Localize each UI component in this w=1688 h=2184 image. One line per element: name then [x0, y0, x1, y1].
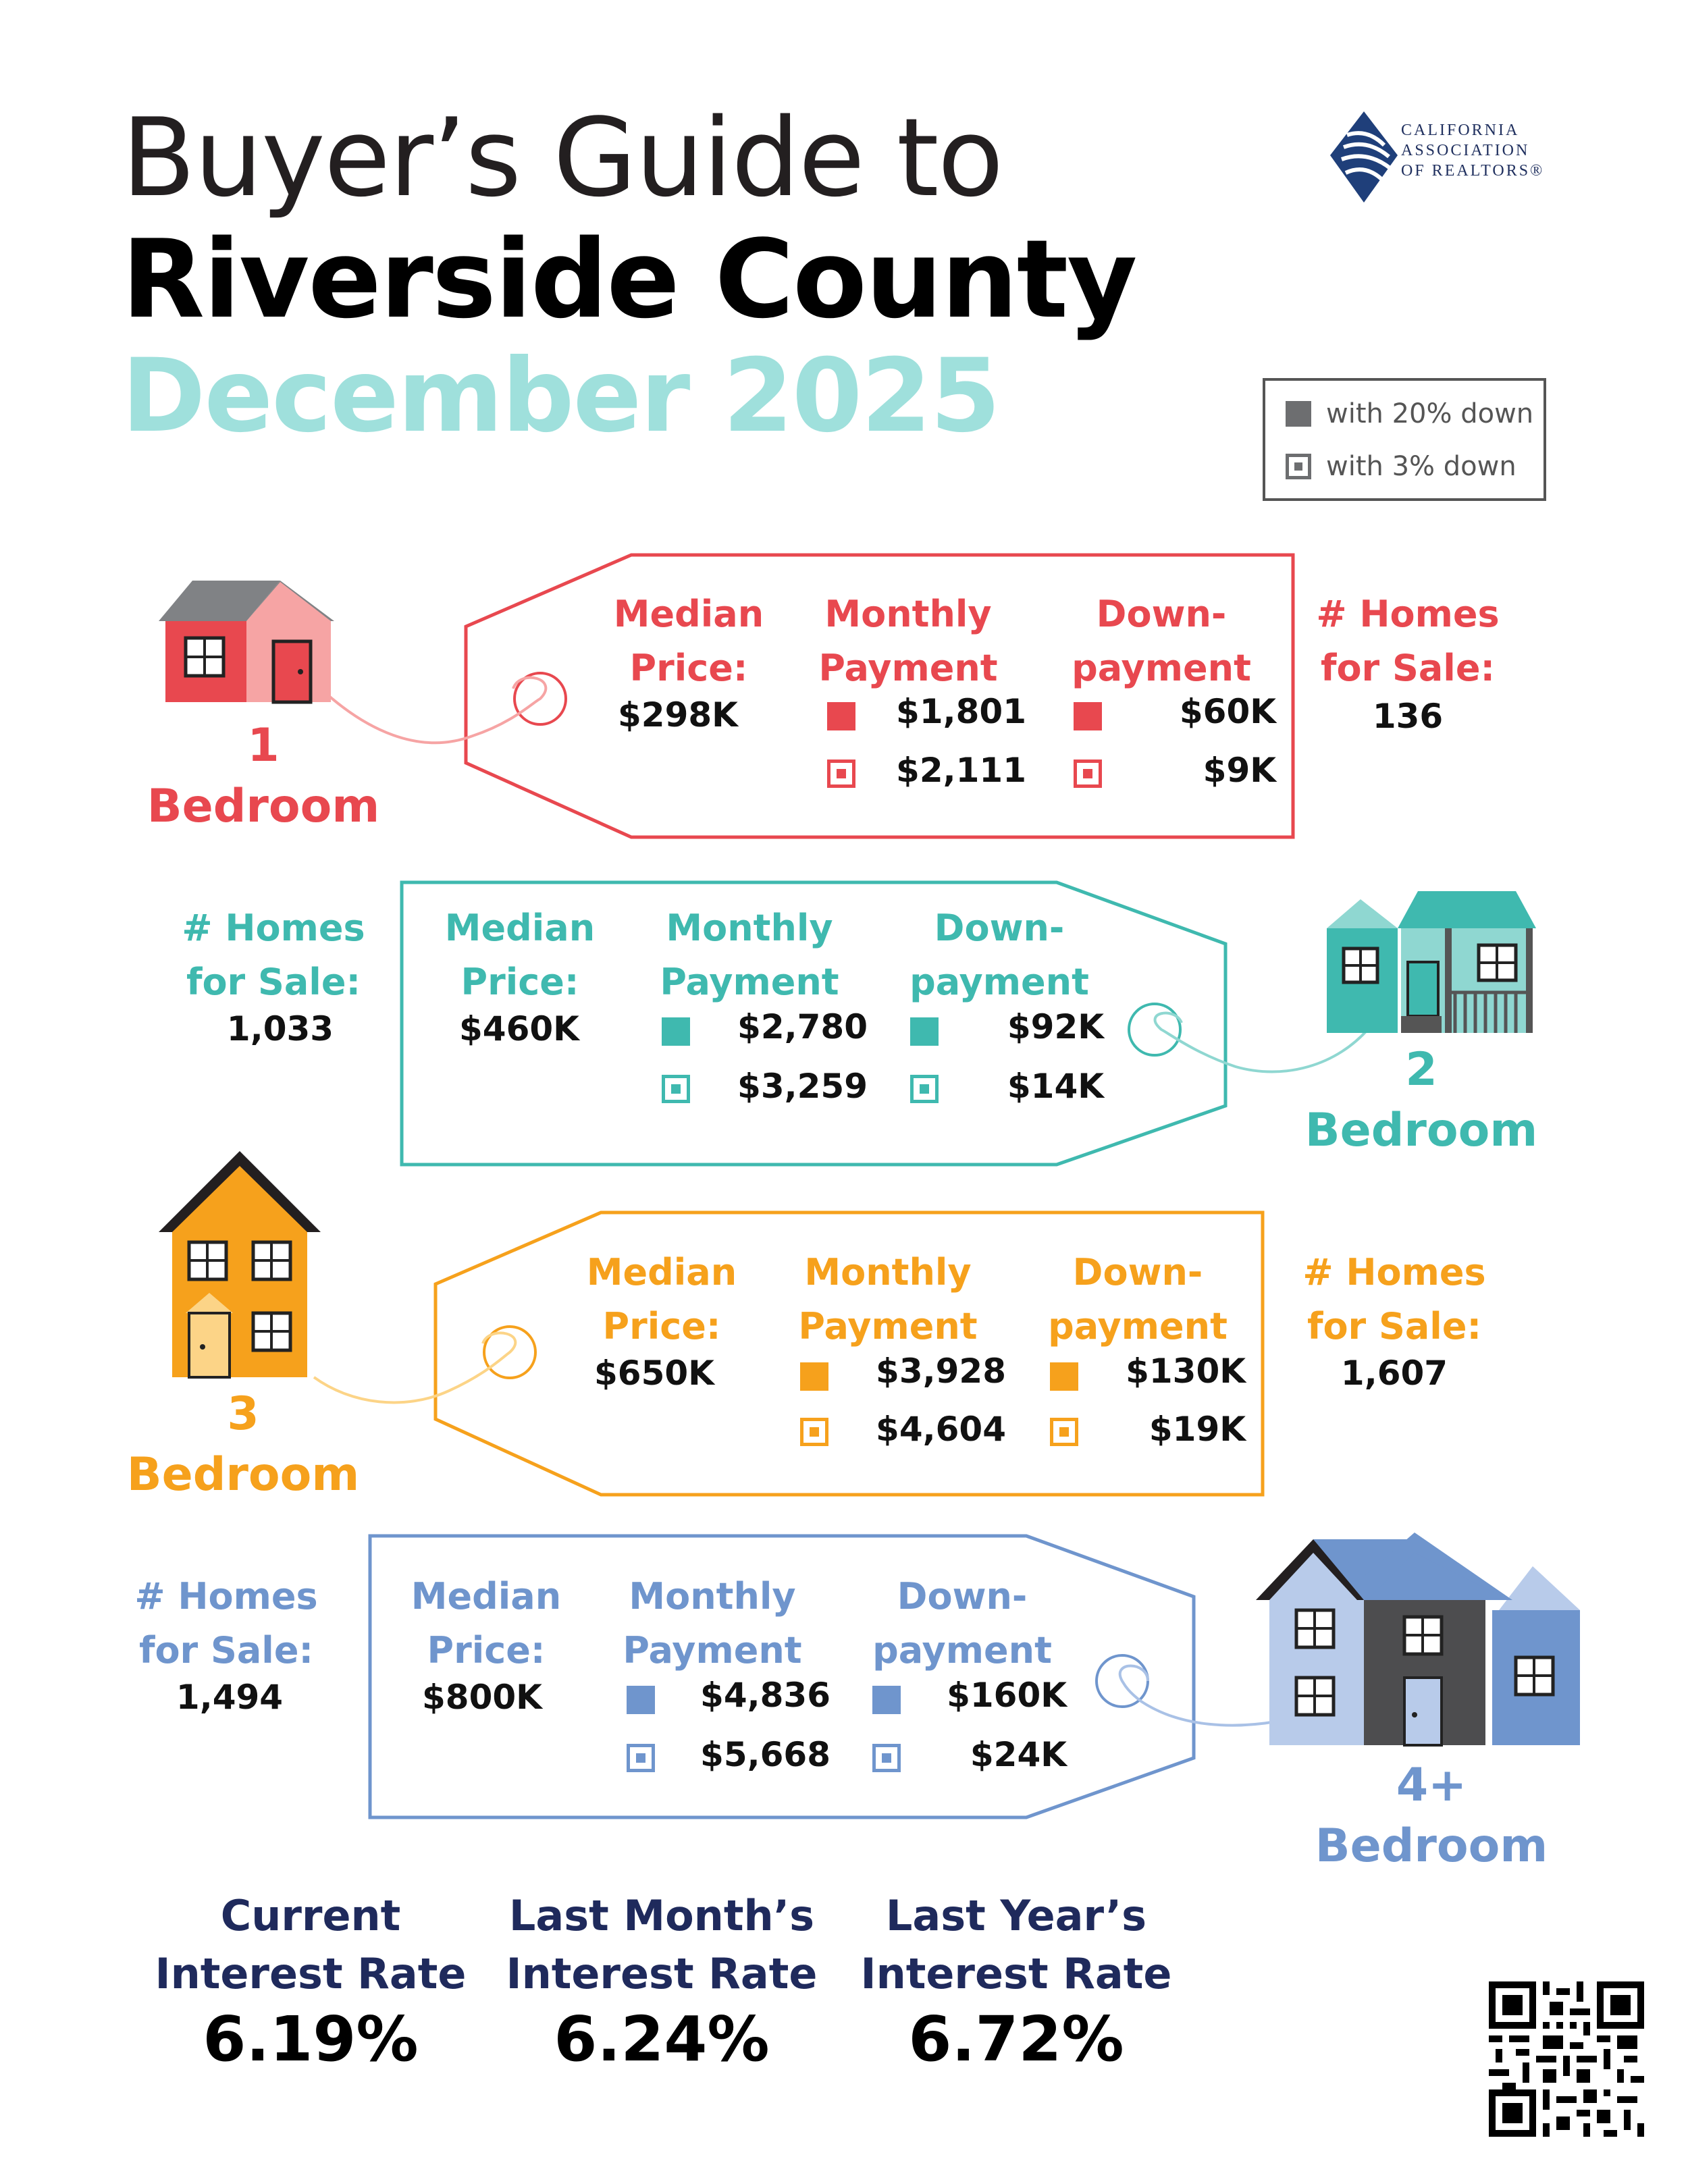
bedroom-label-2: [1296, 1040, 1546, 1161]
homes-for-sale-header: [1283, 1246, 1506, 1354]
homes-header-line-2: for Sale:: [186, 961, 361, 1003]
median-price-value: $298K: [618, 695, 738, 735]
monthly-20-down-value: $4,836: [700, 1676, 830, 1715]
median-header-line-2: Price:: [629, 647, 748, 689]
monthly-payment-header: [611, 1570, 814, 1678]
down-header-line-1: Down-: [1072, 1251, 1203, 1294]
homes-for-sale-value: 1,033: [226, 1009, 334, 1048]
monthly-payment-header: [648, 901, 851, 1009]
down-header-line-2: payment: [909, 961, 1089, 1003]
bedroom-label-4: [1303, 1755, 1560, 1877]
legend-label-20: with 20% down: [1326, 398, 1534, 429]
down-header-line-2: payment: [872, 1629, 1052, 1672]
homes-header-line-1: # Homes: [182, 907, 365, 949]
last-month-rate-label-1: Last Month’s: [508, 1891, 815, 1940]
down-3-value: $9K: [1203, 751, 1276, 790]
current-rate-label-2: Interest Rate: [155, 1949, 467, 1998]
title-line-3: December 2025: [122, 338, 999, 455]
down-header-line-2: payment: [1072, 647, 1251, 689]
current-rate-value: 6.19%: [203, 2003, 419, 2075]
monthly-3-down-value: $5,668: [700, 1735, 830, 1774]
homes-for-sale-header: [162, 901, 385, 1009]
down-20-value: $160K: [947, 1676, 1067, 1715]
homes-header-line-2: for Sale:: [1320, 647, 1496, 689]
hollow-square-icon: [1050, 1418, 1078, 1446]
monthly-header-line-1: Monthly: [629, 1575, 796, 1618]
qr-code-icon[interactable]: [1489, 1981, 1644, 2137]
down-payment-header: [898, 901, 1101, 1009]
solid-square-icon: [800, 1362, 828, 1391]
hollow-square-icon: [662, 1075, 690, 1103]
median-header-line-2: Price:: [427, 1629, 546, 1672]
homes-header-line-2: for Sale:: [138, 1629, 314, 1672]
logo-line-1: CALIFORNIA: [1401, 122, 1520, 139]
monthly-header-line-2: Payment: [623, 1629, 802, 1672]
median-header-line-1: Median: [411, 1575, 562, 1618]
solid-square-icon: [827, 702, 855, 730]
homes-header-line-1: # Homes: [1316, 593, 1500, 635]
median-price-value: $460K: [459, 1009, 579, 1048]
hollow-square-icon: [910, 1075, 939, 1103]
median-price-header: [402, 1570, 571, 1678]
median-header-line-2: Price:: [460, 961, 579, 1003]
median-header-line-1: Median: [613, 593, 764, 635]
monthly-header-line-1: Monthly: [804, 1251, 972, 1294]
median-price-header: [577, 1246, 746, 1354]
monthly-header-line-2: Payment: [818, 647, 998, 689]
title-line-2: Riverside County: [122, 216, 1136, 342]
bedroom-label-1: [135, 716, 392, 837]
homes-header-line-1: # Homes: [1302, 1251, 1486, 1294]
monthly-3-down-value: $3,259: [737, 1067, 868, 1106]
current-interest-rate: [142, 1887, 479, 2075]
down-header-line-1: Down-: [1096, 593, 1227, 635]
homes-header-line-2: for Sale:: [1307, 1305, 1482, 1348]
down-header-line-1: Down-: [897, 1575, 1028, 1618]
logo-line-2: ASSOCIATION: [1401, 142, 1530, 159]
two-bedroom-house-icon: [1327, 891, 1536, 1033]
bedroom-count: 2: [1405, 1043, 1438, 1096]
homes-header-line-1: # Homes: [134, 1575, 318, 1618]
last-year-interest-rate: [847, 1887, 1185, 2075]
last-month-rate-label-2: Interest Rate: [506, 1949, 818, 1998]
bedroom-count: 1: [247, 719, 280, 772]
monthly-20-down-value: $2,780: [737, 1007, 868, 1046]
median-header-line-1: Median: [586, 1251, 737, 1294]
solid-square-icon: [1050, 1362, 1078, 1391]
legend-label-3: with 3% down: [1326, 451, 1516, 482]
down-3-value: $14K: [1007, 1067, 1104, 1106]
down-payment-header: [1060, 587, 1263, 695]
monthly-header-line-2: Payment: [798, 1305, 978, 1348]
homes-for-sale-header: [1296, 587, 1519, 695]
monthly-header-line-1: Monthly: [824, 593, 992, 635]
monthly-header-line-2: Payment: [660, 961, 839, 1003]
homes-for-sale-header: [115, 1570, 338, 1678]
hollow-square-icon: [627, 1744, 655, 1772]
solid-square-icon: [910, 1017, 939, 1046]
hollow-square-icon: [1074, 760, 1102, 788]
homes-for-sale-value: 1,607: [1340, 1354, 1448, 1393]
down-payment-header: [861, 1570, 1063, 1678]
down-20-value: $60K: [1179, 692, 1276, 731]
monthly-20-down-value: $1,801: [896, 692, 1026, 731]
monthly-3-down-value: $2,111: [896, 751, 1026, 790]
bedroom-word: Bedroom: [147, 780, 380, 833]
monthly-20-down-value: $3,928: [876, 1352, 1006, 1391]
median-price-value: $650K: [594, 1354, 714, 1393]
median-price-value: $800K: [422, 1678, 542, 1717]
bedroom-count: 3: [227, 1387, 259, 1441]
last-month-rate-value: 6.24%: [554, 2003, 770, 2075]
bedroom-word: Bedroom: [1304, 1104, 1538, 1157]
last-year-rate-label-1: Last Year’s: [885, 1891, 1147, 1940]
down-20-value: $92K: [1007, 1007, 1104, 1046]
median-header-line-1: Median: [444, 907, 596, 949]
current-rate-label-1: Current: [220, 1891, 401, 1940]
last-month-interest-rate: [493, 1887, 830, 2075]
last-year-rate-value: 6.72%: [908, 2003, 1124, 2075]
one-bedroom-house-icon: [159, 581, 334, 702]
monthly-payment-header: [787, 1246, 989, 1354]
down-header-line-1: Down-: [934, 907, 1065, 949]
monthly-header-line-1: Monthly: [666, 907, 833, 949]
down-header-line-2: payment: [1048, 1305, 1228, 1348]
bedroom-word: Bedroom: [1315, 1819, 1548, 1873]
bedroom-count: 4+: [1396, 1759, 1467, 1812]
logo-line-3: OF REALTORS®: [1401, 162, 1545, 180]
median-price-header: [604, 587, 773, 695]
monthly-3-down-value: $4,604: [876, 1410, 1006, 1449]
three-bedroom-house-icon: [159, 1151, 321, 1377]
hollow-square-icon: [827, 760, 855, 788]
down-3-value: $19K: [1149, 1410, 1246, 1449]
solid-square-icon: [1074, 702, 1102, 730]
down-3-value: $24K: [970, 1735, 1067, 1774]
bedroom-word: Bedroom: [126, 1448, 360, 1501]
homes-for-sale-value: 1,494: [176, 1678, 284, 1717]
down-payment-header: [1036, 1246, 1239, 1354]
solid-square-icon: [662, 1017, 690, 1046]
monthly-payment-header: [807, 587, 1009, 695]
median-header-line-2: Price:: [602, 1305, 721, 1348]
four-bedroom-house-icon: [1256, 1533, 1580, 1745]
last-year-rate-label-2: Interest Rate: [860, 1949, 1172, 1998]
median-price-header: [436, 901, 604, 1009]
down-20-value: $130K: [1126, 1352, 1246, 1391]
homes-for-sale-value: 136: [1372, 697, 1444, 736]
hollow-square-icon: [872, 1744, 901, 1772]
solid-square-icon: [627, 1686, 655, 1714]
solid-square-icon: [872, 1686, 901, 1714]
bedroom-label-3: [115, 1384, 371, 1506]
hollow-square-icon: [800, 1418, 828, 1446]
title-line-1: Buyer’s Guide to: [122, 95, 1003, 221]
